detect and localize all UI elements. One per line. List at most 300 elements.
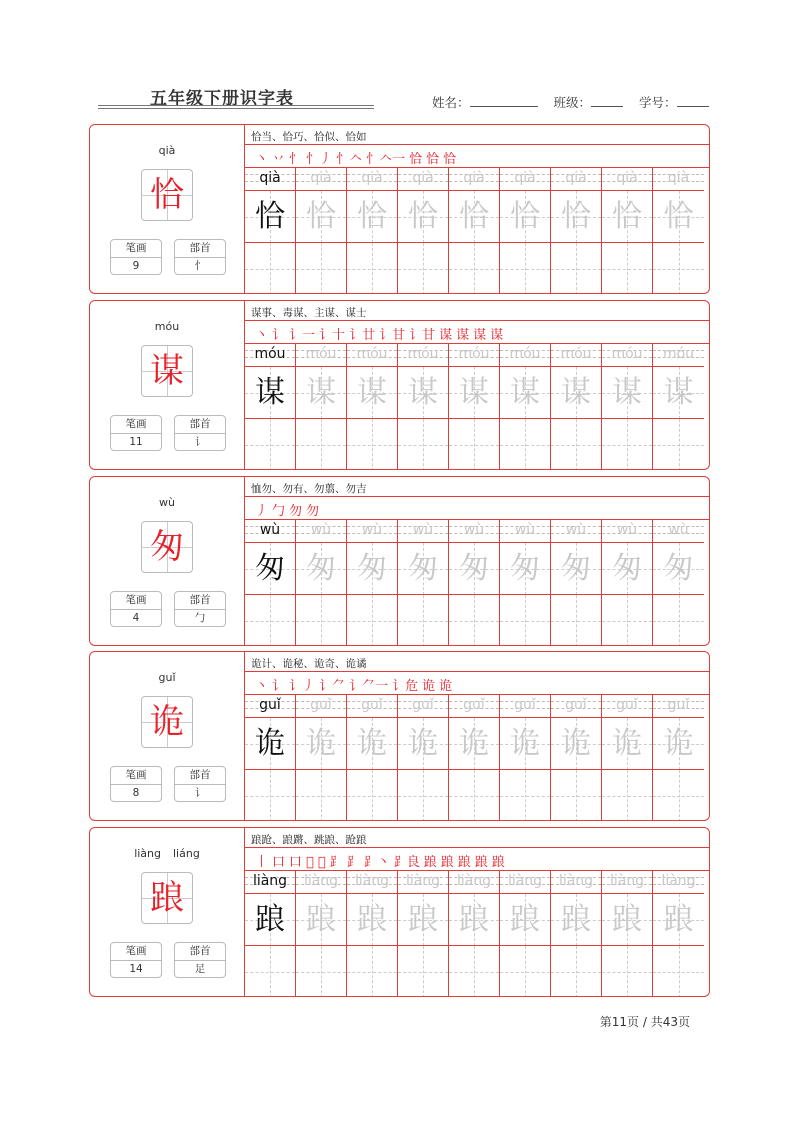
char-grid [296,542,346,595]
class-label: 班级： [553,95,592,110]
pinyin-lines [653,871,704,892]
char-trace: 诡 [408,726,438,761]
stroke-step: 讠一 [289,328,316,343]
practice-cell[interactable] [245,871,296,997]
char-trace: 诡 [612,726,642,761]
practice-cell[interactable] [296,168,347,294]
pinyin-trace: liàng [405,873,441,889]
blank-grid[interactable] [602,242,652,294]
pinyin-lines [347,695,397,716]
char-trace: 踉 [663,902,694,937]
char-grid [245,190,295,243]
practice-grid [245,344,709,470]
stroke-step: 恰 [409,152,423,167]
blank-grid[interactable] [245,769,295,821]
blank-grid[interactable] [449,242,499,294]
pinyin-model: móu [254,346,286,362]
stroke-step: 忄丿 [306,152,333,167]
name-label: 姓名： [432,95,470,110]
pinyin-trace: guǐ [463,697,485,713]
practice-cell[interactable] [347,520,398,646]
blank-grid[interactable] [347,594,397,646]
pinyin-group [90,320,244,333]
class-field[interactable] [591,94,623,107]
main-char-box [141,696,193,748]
practice-grid [245,520,709,646]
pinyin-trace: guǐ [514,697,536,713]
stroke-count-label: 笔画 [111,240,161,258]
pinyin-trace: wù [616,522,638,538]
char-grid [296,190,346,243]
pinyin-lines [347,168,397,189]
blank-grid[interactable] [500,418,550,470]
char-trace: 踉 [612,902,642,937]
id-field[interactable] [677,94,709,107]
pinyin-lines [602,344,652,365]
stroke-order [255,675,456,694]
main-char: 恰 [150,175,184,215]
pinyin-lines [449,871,499,892]
stroke-step: 勿 [306,504,320,519]
pinyin-lines [500,695,550,716]
radical-value: 讠 [194,436,206,448]
char-trace: 匆 [306,551,336,586]
char-trace: 谋 [510,375,540,410]
char-info-panel [90,301,245,469]
practice-grid [245,168,709,294]
stroke-count-value: 8 [132,787,140,799]
char-grid [245,717,295,770]
stroke-step: 口 [272,855,286,870]
stroke-step: 踉 [474,855,488,870]
stroke-step: 勹 [272,504,286,519]
pinyin-trace: qià [361,170,383,186]
radical-box [174,591,226,627]
stroke-step: 讠危 [392,679,419,694]
pinyin-trace: wù [514,522,536,538]
pinyin-trace: móu [611,346,643,362]
char-trace: 诡 [459,726,489,761]
character-card [89,476,710,646]
char-grid [551,366,601,419]
practice-cell[interactable] [449,695,500,821]
stroke-order [255,500,323,519]
blank-grid[interactable] [449,945,499,997]
stroke-step: 忄𠆢一 [366,152,406,167]
pinyin-lines [296,168,346,189]
blank-grid[interactable] [398,594,448,646]
practice-cell[interactable] [653,168,704,294]
blank-grid[interactable] [551,769,601,821]
left-pinyin: guǐ [158,671,176,684]
pinyin-lines [602,695,652,716]
pinyin-trace: qià [616,170,638,186]
stroke-count-value: 11 [129,436,143,448]
char-model: 诡 [255,726,285,761]
blank-grid[interactable] [653,769,704,821]
practice-cell[interactable] [602,520,653,646]
char-grid [653,717,704,770]
char-grid [398,366,448,419]
blank-grid[interactable] [551,945,601,997]
main-char: 踉 [150,878,184,918]
practice-cell[interactable] [245,520,296,646]
pinyin-lines [398,168,448,189]
blank-grid[interactable] [500,945,550,997]
practice-panel [245,652,709,820]
practice-cell[interactable] [653,695,704,821]
char-grid [245,893,295,946]
word-list: 恤勿、勿有、勿翦、勿吉 [251,483,367,495]
char-trace: 谋 [408,375,438,410]
blank-grid[interactable] [449,594,499,646]
pinyin-trace: liàng [507,873,543,889]
blank-grid[interactable] [653,594,704,646]
char-info-panel [90,828,245,996]
blank-grid[interactable] [602,594,652,646]
char-trace: 踉 [306,902,336,937]
blank-grid[interactable] [245,945,295,997]
stroke-count-box [110,239,162,275]
left-pinyin: liáng [173,847,200,860]
pinyin-trace: liàng [354,873,390,889]
blank-grid[interactable] [551,242,601,294]
radical-value: 忄 [194,260,206,272]
pinyin-lines [245,344,295,365]
char-trace: 匆 [612,551,642,586]
practice-cell[interactable] [398,871,449,997]
pinyin-trace: guǐ [361,697,383,713]
practice-cell[interactable] [551,168,602,294]
name-field[interactable] [470,94,538,107]
stroke-step: 丶 [255,328,269,343]
stroke-step: 踉 [457,855,471,870]
practice-cell[interactable] [398,520,449,646]
practice-cell[interactable] [449,871,500,997]
stroke-step: 诡 [439,679,453,694]
pinyin-lines [500,871,550,892]
practice-cell[interactable] [398,695,449,821]
stroke-step: 讠丿 [289,679,316,694]
practice-cell[interactable] [602,695,653,821]
stroke-step: 恰 [443,152,457,167]
char-grid [653,366,704,419]
char-grid [449,366,499,419]
stroke-step: 谋 [473,328,487,343]
pinyin-trace: qià [565,170,587,186]
practice-cell[interactable] [398,168,449,294]
char-trace: 诡 [561,726,591,761]
pinyin-trace: liàng [661,873,696,889]
radical-box [174,239,226,275]
char-model: 恰 [255,199,285,234]
char-grid [398,542,448,595]
pinyin-lines [551,344,601,365]
pinyin-lines [653,695,704,716]
stroke-step: 丷 [272,152,286,167]
char-grid [500,366,550,419]
pinyin-trace: liàng [456,873,492,889]
practice-panel [245,477,709,645]
blank-grid[interactable] [449,769,499,821]
practice-cell[interactable] [551,520,602,646]
pinyin-trace: wù [310,522,332,538]
blank-grid[interactable] [500,769,550,821]
practice-cell[interactable] [500,520,551,646]
stroke-step: 口 [289,855,303,870]
character-card [89,827,710,997]
practice-cell[interactable] [347,344,398,470]
pinyin-model: guǐ [259,697,281,713]
practice-cell[interactable] [347,695,398,821]
pinyin-trace: móu [458,346,490,362]
blank-grid[interactable] [398,945,448,997]
char-grid [551,190,601,243]
char-trace: 匆 [561,551,591,586]
stroke-step: 忄 [289,152,303,167]
char-grid [551,717,601,770]
practice-cell[interactable] [449,168,500,294]
stroke-step: 踉 [491,855,505,870]
stroke-step: 丨 [255,855,269,870]
practice-cell[interactable] [245,168,296,294]
blank-grid[interactable] [398,769,448,821]
char-grid [500,717,550,770]
stroke-step: ⻊ [329,855,343,870]
page-title: 五年级下册识字表 [150,89,294,109]
blank-grid[interactable] [398,242,448,294]
pinyin-lines [347,871,397,892]
practice-cell[interactable] [653,871,704,997]
stroke-step: 讠⺈ [319,679,346,694]
pinyin-lines [449,344,499,365]
char-info-panel [90,125,245,293]
practice-cell[interactable] [602,344,653,470]
pinyin-group [90,671,244,684]
stroke-step: 𠯁 [306,855,314,870]
char-grid [347,366,397,419]
char-grid [398,190,448,243]
practice-cell[interactable] [500,344,551,470]
practice-cell[interactable] [602,871,653,997]
char-model: 踉 [255,902,285,937]
pinyin-lines [551,168,601,189]
char-info-panel [90,477,245,645]
practice-cell[interactable] [347,871,398,997]
pinyin-lines [245,695,295,716]
pinyin-lines [398,695,448,716]
char-grid [245,366,295,419]
pinyin-trace: móu [560,346,592,362]
char-grid [347,190,397,243]
id-label: 学号： [639,95,677,110]
stroke-step: 讠甘 [379,328,406,343]
pinyin-trace: wù [412,522,434,538]
blank-grid[interactable] [602,418,652,470]
char-model: 谋 [255,375,285,410]
stroke-step: 丶 [255,152,269,167]
blank-grid[interactable] [347,418,397,470]
stroke-step: 丶 [255,679,269,694]
pinyin-lines [398,520,448,541]
practice-cell[interactable] [653,344,704,470]
pinyin-trace: móu [407,346,439,362]
blank-grid[interactable] [347,945,397,997]
stroke-order [255,148,460,167]
pinyin-lines [296,871,346,892]
radical-box [174,766,226,802]
blank-grid[interactable] [296,418,346,470]
blank-grid[interactable] [500,242,550,294]
practice-panel [245,301,709,469]
blank-grid[interactable] [245,418,295,470]
char-model: 匆 [255,551,285,586]
char-grid [602,717,652,770]
practice-cell[interactable] [602,168,653,294]
main-char: 诡 [150,702,184,742]
pinyin-lines [653,520,704,541]
stroke-step: 恰 [426,152,440,167]
char-trace: 恰 [561,199,591,234]
practice-cell[interactable] [296,344,347,470]
practice-cell[interactable] [551,871,602,997]
practice-cell[interactable] [500,871,551,997]
pinyin-lines [551,520,601,541]
practice-cell[interactable] [296,695,347,821]
stroke-count-value: 14 [129,963,143,975]
blank-grid[interactable] [347,242,397,294]
pinyin-lines [245,168,295,189]
blank-grid[interactable] [245,594,295,646]
stroke-step: 谋 [439,328,453,343]
character-card [89,300,710,470]
char-trace: 恰 [357,199,387,234]
practice-cell[interactable] [449,520,500,646]
character-card [89,651,710,821]
stroke-step: 讠 [272,679,286,694]
char-grid [449,190,499,243]
pinyin-lines [602,520,652,541]
blank-grid[interactable] [602,945,652,997]
stroke-count-label: 笔画 [111,592,161,610]
stroke-count-value: 4 [132,612,140,624]
blank-grid[interactable] [296,242,346,294]
pinyin-trace: wù [565,522,587,538]
pinyin-lines [245,520,295,541]
pinyin-lines [653,168,704,189]
practice-cell[interactable] [551,344,602,470]
stroke-step: 诡 [422,679,436,694]
char-grid [602,542,652,595]
practice-panel [245,828,709,996]
blank-grid[interactable] [347,769,397,821]
char-grid [449,717,499,770]
pinyin-trace: guǐ [565,697,587,713]
blank-grid[interactable] [296,945,346,997]
char-trace: 谋 [561,375,591,410]
pinyin-lines [449,520,499,541]
main-char-box [141,872,193,924]
blank-grid[interactable] [653,945,704,997]
practice-cell[interactable] [551,695,602,821]
practice-cell[interactable] [653,520,704,646]
stroke-step: 谋 [490,328,504,343]
title-underline-1 [98,105,374,106]
blank-grid[interactable] [296,769,346,821]
blank-grid[interactable] [398,418,448,470]
stroke-count-label: 笔画 [111,767,161,785]
char-trace: 踉 [357,902,387,937]
char-grid [296,893,346,946]
main-char-box [141,169,193,221]
stroke-step: 𠯁 [317,855,326,870]
char-grid [296,366,346,419]
pinyin-lines [653,344,704,365]
char-grid [500,190,550,243]
pinyin-lines [500,344,550,365]
char-grid [449,542,499,595]
blank-grid[interactable] [296,594,346,646]
char-grid [500,542,550,595]
char-grid [653,893,704,946]
pinyin-trace: guǐ [667,697,690,713]
word-list: 踉跄、踉蹡、跳踉、跄踉 [251,834,367,846]
practice-cell[interactable] [500,168,551,294]
word-list: 恰当、恰巧、恰似、恰如 [251,131,367,143]
stroke-step: 忄𠆢 [336,152,363,167]
blank-grid[interactable] [602,769,652,821]
practice-cell[interactable] [398,344,449,470]
char-trace: 谋 [663,375,694,410]
radical-value: 勹 [194,612,206,624]
main-char: 匆 [150,527,184,567]
practice-cell[interactable] [296,871,347,997]
practice-cell[interactable] [347,168,398,294]
left-pinyin: móu [154,320,180,333]
stroke-count-box [110,766,162,802]
stroke-step: 讠廿 [349,328,376,343]
title-underline-2 [98,108,374,109]
radical-label: 部首 [175,767,225,785]
stroke-count-value: 9 [132,260,140,272]
left-pinyin: wù [159,496,175,509]
stroke-step: ⻊丶 [363,855,390,870]
practice-cell[interactable] [245,695,296,821]
student-info [432,93,709,111]
pinyin-trace: qià [514,170,536,186]
practice-cell[interactable] [500,695,551,821]
stroke-step: 讠甘 [409,328,436,343]
practice-cell[interactable] [245,344,296,470]
blank-grid[interactable] [500,594,550,646]
radical-value: 足 [194,963,206,975]
pinyin-trace: wù [463,522,485,538]
char-trace: 诡 [357,726,387,761]
stroke-count-box [110,942,162,978]
blank-grid[interactable] [653,418,704,470]
blank-grid[interactable] [551,418,601,470]
radical-label: 部首 [175,240,225,258]
stroke-step: 讠十 [319,328,346,343]
char-trace: 恰 [306,199,336,234]
blank-grid[interactable] [245,242,295,294]
practice-cell[interactable] [449,344,500,470]
practice-cell[interactable] [296,520,347,646]
blank-grid[interactable] [653,242,704,294]
blank-grid[interactable] [449,418,499,470]
pinyin-trace: móu [356,346,388,362]
blank-grid[interactable] [551,594,601,646]
